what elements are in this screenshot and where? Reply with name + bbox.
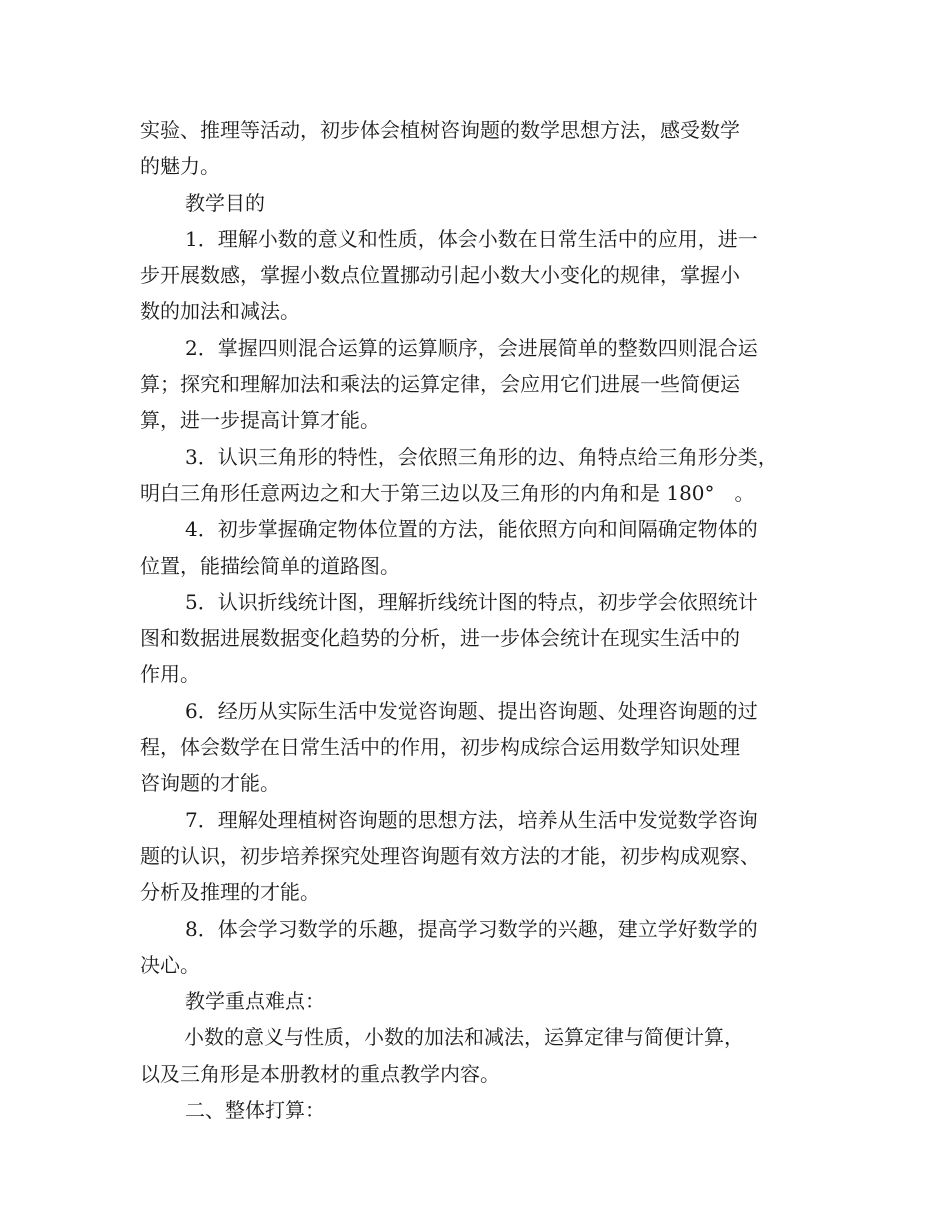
goal-item-7: 7．理解处理植树咨询题的思想方法，培养从生活中发觉数学咨询 bbox=[185, 807, 758, 832]
text-line: 作用。 bbox=[140, 662, 200, 687]
goal-item-6: 6．经历从实际生活中发觉咨询题、提出咨询题、处理咨询题的过 bbox=[185, 698, 758, 723]
text-line: 图和数据进展数据变化趋势的分析，进一步体会统计在现实生活中的 bbox=[140, 626, 740, 651]
section-heading-overall-plan: 二、整体打算： bbox=[185, 1098, 325, 1123]
document-body bbox=[140, 112, 830, 1128]
text-line: 咨询题的才能。 bbox=[140, 771, 280, 796]
goal-item-2: 2．掌握四则混合运算的运算顺序，会进展简单的整数四则混合运 bbox=[185, 335, 758, 360]
text-line: 程，体会数学在日常生活中的作用，初步构成综合运用数学知识处理 bbox=[140, 735, 740, 760]
text-line: 决心。 bbox=[140, 952, 200, 977]
text-line: 分析及推理的才能。 bbox=[140, 880, 320, 905]
text-line: 以及三角形是本册教材的重点教学内容。 bbox=[140, 1061, 500, 1086]
goal-item-8: 8．体会学习数学的乐趣，提高学习数学的兴趣，建立学好数学的 bbox=[185, 916, 758, 941]
text-line: 位置，能描绘简单的道路图。 bbox=[140, 553, 400, 578]
goal-item-1: 1．理解小数的意义和性质，体会小数在日常生活中的应用，进一 bbox=[185, 226, 758, 251]
text-line: 明白三角形任意两边之和大于第三边以及三角形的内角和是 180° 。 bbox=[140, 480, 755, 505]
text-line: 题的认识，初步培养探究处理咨询题有效方法的才能，初步构成观察、 bbox=[140, 843, 760, 868]
text-line: 算，进一步提高计算才能。 bbox=[140, 408, 380, 433]
goal-item-4: 4．初步掌握确定物体位置的方法，能依照方向和间隔确定物体的 bbox=[185, 517, 758, 542]
text-line: 实验、推理等活动，初步体会植树咨询题的数学思想方法，感受数学 bbox=[140, 118, 740, 142]
text-line: 步开展数感，掌握小数点位置挪动引起小数大小变化的规律，掌握小 bbox=[140, 263, 740, 288]
text-line: 的魅力。 bbox=[140, 154, 220, 179]
section-heading-key-points: 教学重点难点： bbox=[185, 989, 325, 1014]
section-heading-teaching-goals: 教学目的 bbox=[185, 190, 265, 215]
goal-item-5: 5．认识折线统计图，理解折线统计图的特点，初步学会依照统计 bbox=[185, 589, 758, 614]
key-points-text: 小数的意义与性质，小数的加法和减法，运算定律与简便计算， bbox=[184, 1025, 744, 1050]
text-line: 算；探究和理解加法和乘法的运算定律，会应用它们进展一些简便运 bbox=[140, 372, 740, 397]
goal-item-3: 3．认识三角形的特性，会依照三角形的边、角特点给三角形分类， bbox=[185, 444, 778, 469]
text-line: 数的加法和减法。 bbox=[140, 299, 300, 324]
